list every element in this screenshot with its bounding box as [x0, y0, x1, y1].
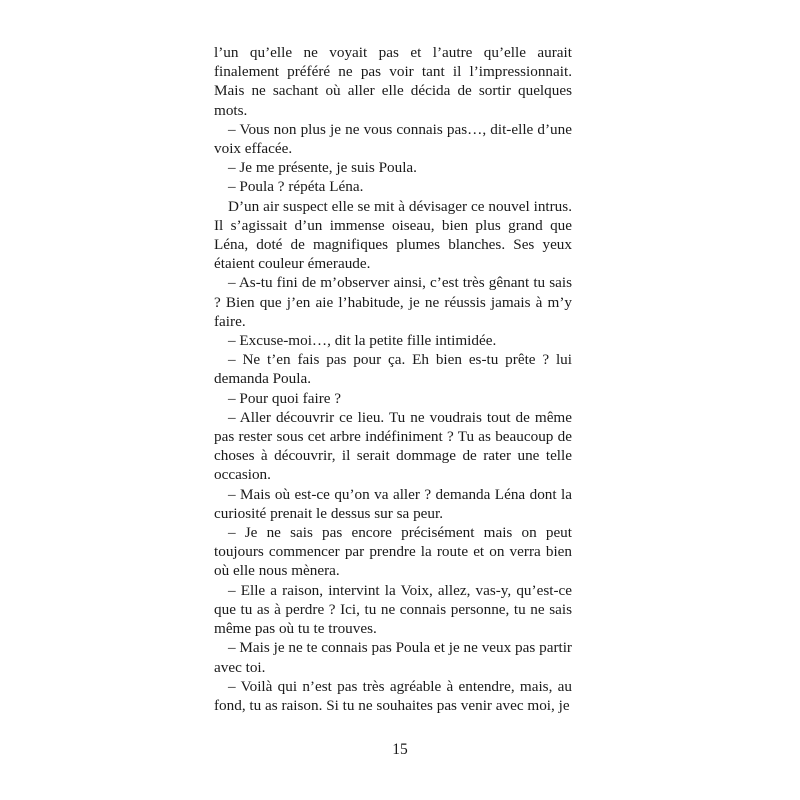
- paragraph: – Ne t’en fais pas pour ça. Eh bien es-tu prête ? lui demanda Poula.: [214, 351, 572, 388]
- paragraph: – Mais où est-ce qu’on va aller ? demanda Léna dont la curiosité prenait le dessus sur sa peur.: [214, 485, 572, 522]
- paragraph: – Pour quoi faire ?: [228, 389, 342, 407]
- paragraph: D’un air suspect elle se mit à dévisager ce nouvel intrus. Il s’agissait d’un immense oiseau, bien plus grand que Léna, doté de magnifiques plumes blanches. Ses yeux étaient couleur émeraude.: [214, 197, 572, 273]
- paragraph: l’un qu’elle ne voyait pas et l’autre qu’elle aurait finalement préféré ne pas voir tant il l’impressionnait. Mais ne sachant où aller elle décida de sortir quelques mots.: [214, 44, 572, 119]
- paragraph: – Aller découvrir ce lieu. Tu ne voudrais tout de même pas rester sous cet arbre indéfiniment ? Tu as beaucoup de choses à découvrir, il serait dommage de rater une telle occasion.: [214, 408, 572, 484]
- paragraph: – Mais je ne te connais pas Poula et je ne veux pas partir avec toi.: [214, 639, 572, 676]
- body-text: [214, 43, 572, 715]
- paragraph: – Excuse-moi…, dit la petite fille intimidée.: [228, 332, 497, 350]
- paragraph: – Elle a raison, intervint la Voix, allez, vas-y, qu’est-ce que tu as à perdre ? Ici, tu ne connais personne, tu ne sais même pas où tu te trouves.: [214, 581, 572, 638]
- page-number: 15: [392, 741, 408, 758]
- paragraph: – Je me présente, je suis Poula.: [228, 159, 417, 177]
- paragraph: – Voilà qui n’est pas très agréable à entendre, mais, au fond, tu as raison. Si tu ne souhaites pas venir avec moi, je: [214, 677, 572, 714]
- paragraph: – Je ne sais pas encore précisément mais on peut toujours commencer par prendre la route et on verra bien où elle nous mènera.: [214, 524, 572, 580]
- paragraph: – Vous non plus je ne vous connais pas…, dit-elle d’une voix effacée.: [214, 120, 572, 158]
- paragraph: – As-tu fini de m’observer ainsi, c’est très gênant tu sais ? Bien que j’en aie l’habitude, je ne réussis jamais à m’y faire.: [214, 274, 572, 330]
- paragraph: – Poula ? répéta Léna.: [228, 178, 364, 196]
